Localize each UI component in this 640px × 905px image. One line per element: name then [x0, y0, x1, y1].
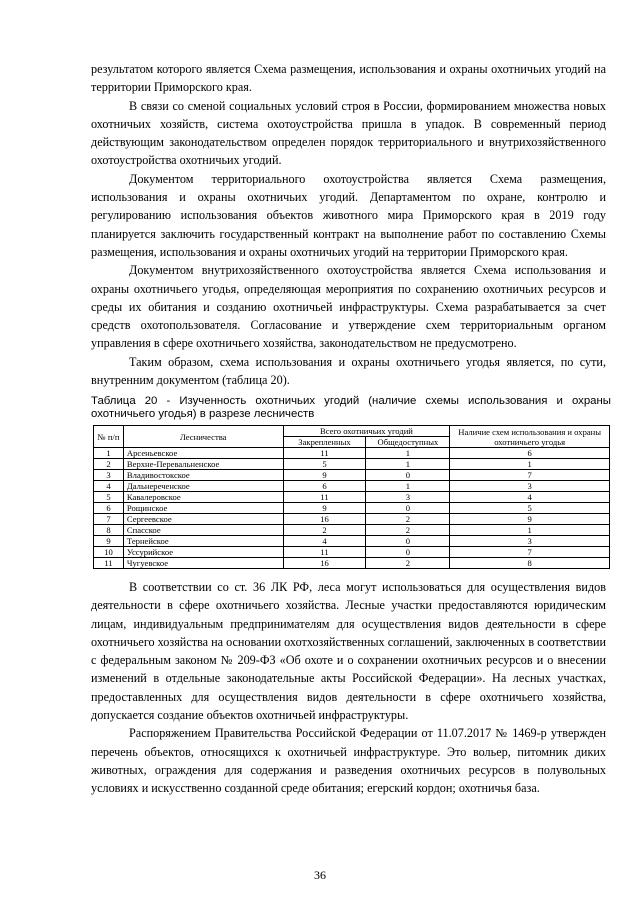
row-number: 10 — [94, 547, 124, 558]
public-count: 1 — [366, 481, 450, 492]
public-count: 3 — [366, 492, 450, 503]
table-body — [94, 448, 610, 569]
assigned-count: 16 — [283, 514, 366, 525]
paragraph: В связи со сменой социальных условий строя в России, формированием множества новых охотничьих хозяйств, система охотоустройства пришла в упадок. В современный период действующим законодательством определен порядок территориального и внутрихозяйственного охотоустройства охотничьих угодий. — [91, 98, 606, 168]
forestry-name: Уссурийское — [123, 547, 283, 558]
forestry-name: Спасское — [123, 525, 283, 536]
page-number: 36 — [314, 868, 326, 882]
forestry-table — [93, 425, 610, 569]
header-public: Общедоступных — [366, 437, 450, 448]
table-row — [94, 459, 610, 470]
table-container — [93, 425, 610, 569]
schemes-count: 3 — [450, 481, 610, 492]
table-caption: Таблица 20 - Изученность охотничьих угодий (наличие схемы использования и охраны охотничьего угодья) в разрезе лесничеств — [91, 395, 611, 420]
table-row — [94, 558, 610, 569]
assigned-count: 11 — [283, 492, 366, 503]
public-count: 2 — [366, 525, 450, 536]
header-schemes: Наличие схем использования и охраны охотничьего угодья — [450, 426, 610, 448]
header-name: Лесничества — [123, 426, 283, 448]
schemes-count: 9 — [450, 514, 610, 525]
header-total-group: Всего охотничьих угодий — [283, 426, 450, 437]
row-number: 9 — [94, 536, 124, 547]
row-number: 4 — [94, 481, 124, 492]
paragraph: Распоряжением Правительства Российской Федерации от 11.07.2017 № 1469-р утвержден перечень объектов, относящихся к охотничьей инфраструктуре. Это вольер, питомник диких животных, ограждения для содержания и разведения охотничьих ресурсов в полувольных условиях и искусственно созданной среде обитания; егерский кордон; охотничья база. — [91, 726, 606, 796]
forestry-name: Арсеньевское — [123, 448, 283, 459]
table-row — [94, 481, 610, 492]
assigned-count: 2 — [283, 525, 366, 536]
row-number: 6 — [94, 503, 124, 514]
table-row — [94, 536, 610, 547]
schemes-count: 3 — [450, 536, 610, 547]
forestry-name: Кавалеровское — [123, 492, 283, 503]
row-number: 7 — [94, 514, 124, 525]
schemes-count: 4 — [450, 492, 610, 503]
row-number: 3 — [94, 470, 124, 481]
schemes-count: 1 — [450, 459, 610, 470]
forestry-name: Тернейское — [123, 536, 283, 547]
body-text-top — [91, 60, 606, 389]
row-number: 11 — [94, 558, 124, 569]
header-num: № п/п — [94, 426, 124, 448]
forestry-name: Верхне-Перевальненское — [123, 459, 283, 470]
assigned-count: 11 — [283, 547, 366, 558]
public-count: 2 — [366, 558, 450, 569]
schemes-count: 7 — [450, 470, 610, 481]
body-text-bottom — [91, 578, 606, 798]
assigned-count: 9 — [283, 503, 366, 514]
paragraph: результатом которого является Схема размещения, использования и охраны охотничьих угодий на территории Приморского края. — [91, 62, 606, 95]
forestry-name: Владивостокское — [123, 470, 283, 481]
row-number: 2 — [94, 459, 124, 470]
public-count: 0 — [366, 536, 450, 547]
table-row — [94, 448, 610, 459]
forestry-name: Чугуевское — [123, 558, 283, 569]
assigned-count: 16 — [283, 558, 366, 569]
row-number: 5 — [94, 492, 124, 503]
public-count: 0 — [366, 547, 450, 558]
row-number: 1 — [94, 448, 124, 459]
table-row — [94, 470, 610, 481]
assigned-count: 9 — [283, 470, 366, 481]
table-row — [94, 514, 610, 525]
table-row — [94, 492, 610, 503]
public-count: 0 — [366, 470, 450, 481]
paragraph: В соответствии со ст. 36 ЛК РФ, леса могут использоваться для осуществления видов деятельности в сфере охотничьего хозяйства. Лесные участки предоставляются юридическим лицам, индивидуальным предпринимателям для осуществления видов деятельности в сфере охотничьего хозяйства на основании охотхозяйственных соглашений, заключенных в соответствии с федеральным законом № 209-ФЗ «Об охоте и о сохранении охотничьих ресурсов и о внесении изменений в отдельные законодательные акты Российской Федерации». На лесных участках, предоставленных для осуществления видов деятельности в сфере охотничьего хозяйства, допускается создание объектов охотничьей инфраструктуры. — [91, 580, 606, 723]
public-count: 1 — [366, 448, 450, 459]
public-count: 0 — [366, 503, 450, 514]
forestry-name: Рощинское — [123, 503, 283, 514]
schemes-count: 8 — [450, 558, 610, 569]
schemes-count: 7 — [450, 547, 610, 558]
schemes-count: 6 — [450, 448, 610, 459]
header-assigned: Закрепленных — [283, 437, 366, 448]
schemes-count: 5 — [450, 503, 610, 514]
schemes-count: 1 — [450, 525, 610, 536]
table-row — [94, 547, 610, 558]
assigned-count: 11 — [283, 448, 366, 459]
public-count: 1 — [366, 459, 450, 470]
assigned-count: 5 — [283, 459, 366, 470]
forestry-name: Дальнереченское — [123, 481, 283, 492]
public-count: 2 — [366, 514, 450, 525]
paragraph: Таким образом, схема использования и охраны охотничьего угодья является, по сути, внутренним документом (таблица 20). — [91, 354, 606, 388]
assigned-count: 4 — [283, 536, 366, 547]
paragraph: Документом внутрихозяйственного охотоустройства является Схема использования и охраны охотничьего угодья, определяющая мероприятия по сохранению охотничьих ресурсов и среды их обитания и созданию охотничьей инфраструктуры. Схема разрабатывается за счет средств охотопользователя. Согласование и утверждение схем территориальным органом управления в сфере охотничьего хозяйства, законодательством не предусмотрено. — [91, 263, 606, 351]
table-row — [94, 503, 610, 514]
forestry-name: Сергеевское — [123, 514, 283, 525]
row-number: 8 — [94, 525, 124, 536]
paragraph: Документом территориального охотоустройства является Схема размещения, использования и охраны охотничьих угодий. Департаментом по охране, контролю и регулированию использования объектов животного мира Приморского края в 2019 году планируется заключить государственный контракт на выполнение работ по составлению Схемы размещения, использования и охраны охотничьих угодий на территории Приморского края. — [91, 171, 606, 259]
assigned-count: 6 — [283, 481, 366, 492]
table-row — [94, 525, 610, 536]
